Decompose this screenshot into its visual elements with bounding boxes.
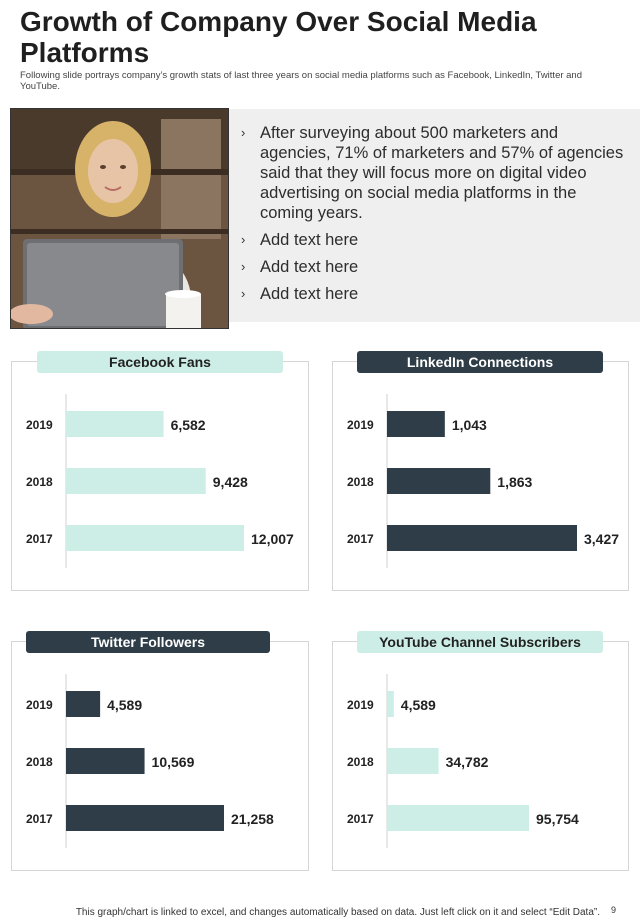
data-label: 9,428 — [212, 474, 248, 490]
bar — [387, 468, 490, 494]
category-label: 2018 — [347, 475, 374, 489]
bar — [387, 748, 439, 774]
chevron-right-icon: › — [241, 286, 246, 301]
linkedin-connections-chart — [332, 376, 629, 591]
category-label: 2019 — [347, 698, 374, 712]
bar — [387, 691, 394, 717]
bar — [66, 805, 224, 831]
bar — [66, 468, 206, 494]
woman-laptop-photo — [10, 108, 229, 329]
category-label: 2019 — [347, 418, 374, 432]
bullet-text: Add text here — [260, 231, 359, 249]
facebook-chart-title: Facebook Fans — [37, 351, 283, 373]
category-label: 2018 — [26, 475, 53, 489]
category-label: 2017 — [347, 812, 374, 826]
bullet-item — [241, 230, 624, 250]
data-label: 6,582 — [170, 417, 206, 433]
bar — [66, 525, 244, 551]
bar — [387, 525, 577, 551]
twitter-followers-chart — [11, 656, 309, 871]
bullet-text: Add text here — [260, 285, 359, 303]
data-label: 4,589 — [400, 697, 436, 713]
page-number: 9 — [611, 905, 617, 915]
category-label: 2018 — [347, 755, 374, 769]
bar — [387, 805, 529, 831]
youtube-subscribers-chart — [332, 656, 629, 871]
bar — [387, 411, 445, 437]
youtube-chart-title: YouTube Channel Subscribers — [357, 631, 603, 653]
category-label: 2019 — [26, 698, 53, 712]
data-label: 21,258 — [231, 811, 274, 827]
chevron-right-icon: › — [241, 232, 246, 247]
bullet-text: After surveying about 500 marketers and agencies, 71% of marketers and 57% of agencies said that they will focus more on digital video advertising on social media platforms in the coming years. — [260, 124, 624, 222]
data-label: 4,589 — [107, 697, 143, 713]
category-label: 2017 — [347, 532, 374, 546]
bar — [66, 691, 100, 717]
bullet-item — [241, 284, 624, 304]
data-label: 1,863 — [497, 474, 533, 490]
category-label: 2017 — [26, 532, 53, 546]
category-label: 2017 — [26, 812, 53, 826]
category-label: 2018 — [26, 755, 53, 769]
facebook-fans-chart — [11, 376, 309, 591]
bar — [66, 411, 164, 437]
survey-info-box — [229, 109, 640, 322]
data-label: 10,569 — [151, 754, 195, 770]
footer-note: This graph/chart is linked to excel, and changes automatically based on data. Just left click on it and select “Edit Data”. — [75, 907, 600, 918]
data-label: 1,043 — [451, 417, 487, 433]
linkedin-chart-title: LinkedIn Connections — [357, 351, 603, 373]
bar — [66, 748, 145, 774]
data-label: 12,007 — [251, 531, 294, 547]
category-label: 2019 — [26, 418, 53, 432]
page-subtitle: Following slide portrays company’s growth stats of last three years on social media platforms such as Facebook, LinkedIn, Twitter and YouTube. — [20, 70, 583, 92]
twitter-chart-title: Twitter Followers — [26, 631, 270, 653]
bullet-text: Add text here — [260, 258, 359, 276]
data-label: 34,782 — [445, 754, 489, 770]
data-label: 95,754 — [536, 811, 579, 827]
chevron-right-icon: › — [241, 259, 246, 274]
page-title: Growth of Company Over Social Media Platforms — [20, 6, 537, 68]
chevron-right-icon: › — [241, 125, 246, 140]
photo-illustration — [11, 109, 229, 329]
bullet-item — [241, 123, 624, 223]
data-label: 3,427 — [584, 531, 620, 547]
bullet-item — [241, 257, 624, 277]
